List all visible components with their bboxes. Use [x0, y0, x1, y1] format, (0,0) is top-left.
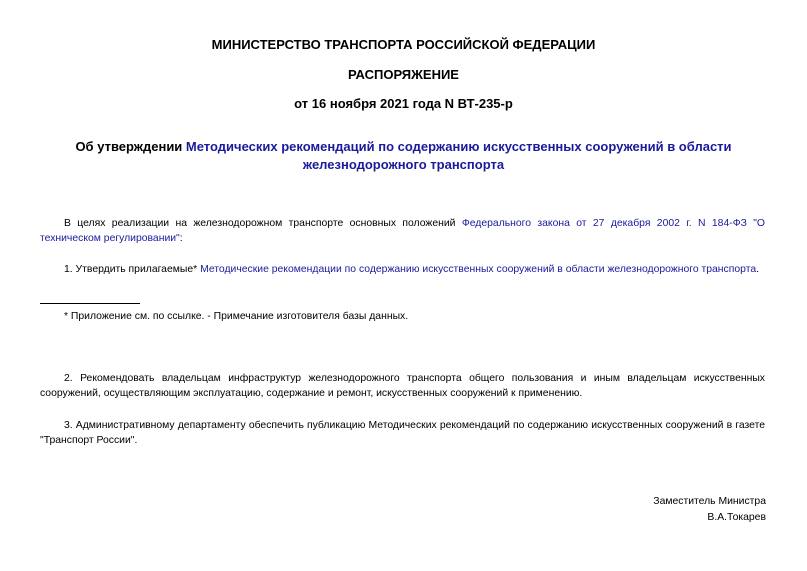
- footnote: * Приложение см. по ссылке. - Примечание изготовителя базы данных.: [64, 311, 409, 322]
- date-number-heading: от 16 ноября 2021 года N ВТ-235-р: [294, 96, 513, 111]
- signatory-name: В.А.Токарев: [707, 512, 766, 523]
- preamble-paragraph: [40, 216, 765, 246]
- item-2-paragraph: 2. Рекомендовать владельцам инфраструктур железнодорожного транспорта общего пользования и иным владельцам искусственных сооружений, осуществляющим эксплуатацию, содержание и ремонт, искусственных сооружений к применению.: [40, 373, 765, 399]
- footnote-divider: [40, 303, 140, 304]
- ministry-heading: МИНИСТЕРСТВО ТРАНСПОРТА РОССИЙСКОЙ ФЕДЕРАЦИИ: [211, 37, 596, 52]
- item-1-period: .: [756, 264, 760, 275]
- methodical-recommendations-link[interactable]: Методические рекомендации по содержанию искусственных сооружений в области железнодорожного транспорта: [200, 264, 757, 275]
- signature-block: [653, 494, 766, 526]
- item-1-text: 1. Утвердить прилагаемые*: [64, 264, 201, 275]
- preamble-text: В целях реализации на железнодорожном транспорте основных положений: [64, 218, 462, 229]
- title-prefix: Об утверждении: [75, 139, 186, 154]
- document-title: [40, 138, 767, 174]
- document-type-heading: РАСПОРЯЖЕНИЕ: [348, 67, 459, 82]
- item-3-paragraph: 3. Административному департаменту обеспечить публикацию Методических рекомендаций по содержанию искусственных сооружений в газете "Транспорт России".: [40, 420, 765, 446]
- title-link[interactable]: Методических рекомендаций по содержанию искусственных сооружений в области железнодорожного транспорта: [185, 139, 732, 172]
- federal-law-link[interactable]: Федерального закона от 27 декабря 2002 г. N 184-ФЗ "О техническом регулировании": [40, 218, 765, 244]
- signatory-position: Заместитель Министра: [653, 496, 766, 507]
- preamble-colon: :: [179, 233, 183, 244]
- item-1-paragraph: [40, 262, 765, 277]
